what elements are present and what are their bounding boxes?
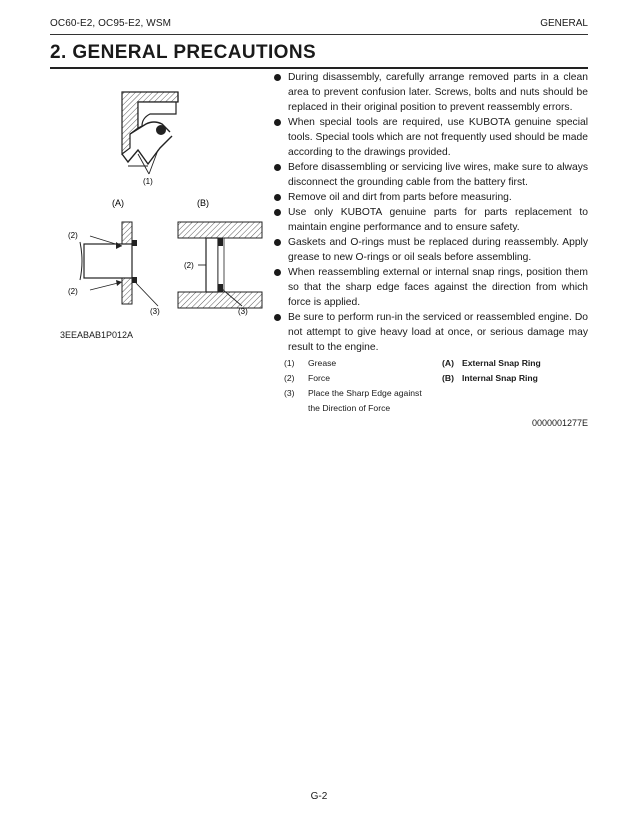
label-sharp-edge-2: (3) — [238, 307, 248, 316]
label-grease: (1) — [143, 177, 153, 186]
label-force-3: (2) — [184, 261, 194, 270]
page-number: G-2 — [310, 791, 328, 802]
bullet-icon — [274, 209, 281, 216]
list-item: Before disassembling or servicing live wires, make sure to always disconnect the grounding cable from the battery first. — [272, 160, 588, 190]
label-force-1: (2) — [68, 231, 78, 240]
list-item: Use only KUBOTA genuine parts for parts replacement to maintain engine performance and to ensure safety. — [272, 205, 588, 235]
header-model: OC60-E2, OC95-E2, WSM — [50, 18, 172, 29]
label-external: (A) — [112, 198, 124, 208]
legend-row: (3) Place the Sharp Edge against the Direction of Force — [284, 388, 422, 413]
external-snap-ring-drawing — [80, 222, 158, 306]
list-item: During disassembly, carefully arrange removed parts in a clean area to prevent confusion later. Screws, bolts and nuts should be replaced in their original position to prevent reassembly errors. — [272, 70, 588, 115]
section-title: 2. GENERAL PRECAUTIONS — [50, 42, 317, 63]
legend-row: (2) Force (B) Internal Snap Ring — [284, 373, 538, 383]
bullet-icon — [274, 314, 281, 321]
legend-row: (1) Grease (A) External Snap Ring — [284, 358, 541, 368]
snap-ring-figure — [50, 70, 265, 350]
section-divider — [50, 67, 588, 69]
list-item: Gaskets and O-rings must be replaced during reassembly. Apply grease to new O-rings or oil seals before assembling. — [272, 235, 588, 265]
label-sharp-edge-1: (3) — [150, 307, 160, 316]
list-item: When special tools are required, use KUBOTA genuine special tools. Special tools which are not frequently used should be made according to the drawings provided. — [272, 115, 588, 160]
label-force-2: (2) — [68, 287, 78, 296]
bullet-icon — [274, 164, 281, 171]
bullet-icon — [274, 239, 281, 246]
bullet-icon — [274, 269, 281, 276]
oil-seal-drawing — [122, 92, 178, 174]
list-item: Be sure to perform run-in the serviced or reassembled engine. Do not attempt to give heavy load at once, or serious damage may result to the engine. — [272, 310, 588, 355]
document-code: 0000001277E — [531, 418, 588, 428]
list-item: When reassembling external or internal snap rings, position them so that the sharp edge faces against the direction from which force is applied. — [272, 265, 588, 310]
bullet-icon — [274, 119, 281, 126]
bullet-icon — [274, 74, 281, 81]
figure-code: 3EEABAB1P012A — [60, 330, 134, 340]
bullet-icon — [274, 194, 281, 201]
header-divider — [50, 34, 588, 35]
label-internal: (B) — [197, 198, 209, 208]
precautions-list — [272, 70, 588, 355]
figure-legend — [284, 356, 588, 416]
header-section: GENERAL — [540, 18, 588, 29]
list-item: Remove oil and dirt from parts before measuring. — [272, 190, 588, 205]
